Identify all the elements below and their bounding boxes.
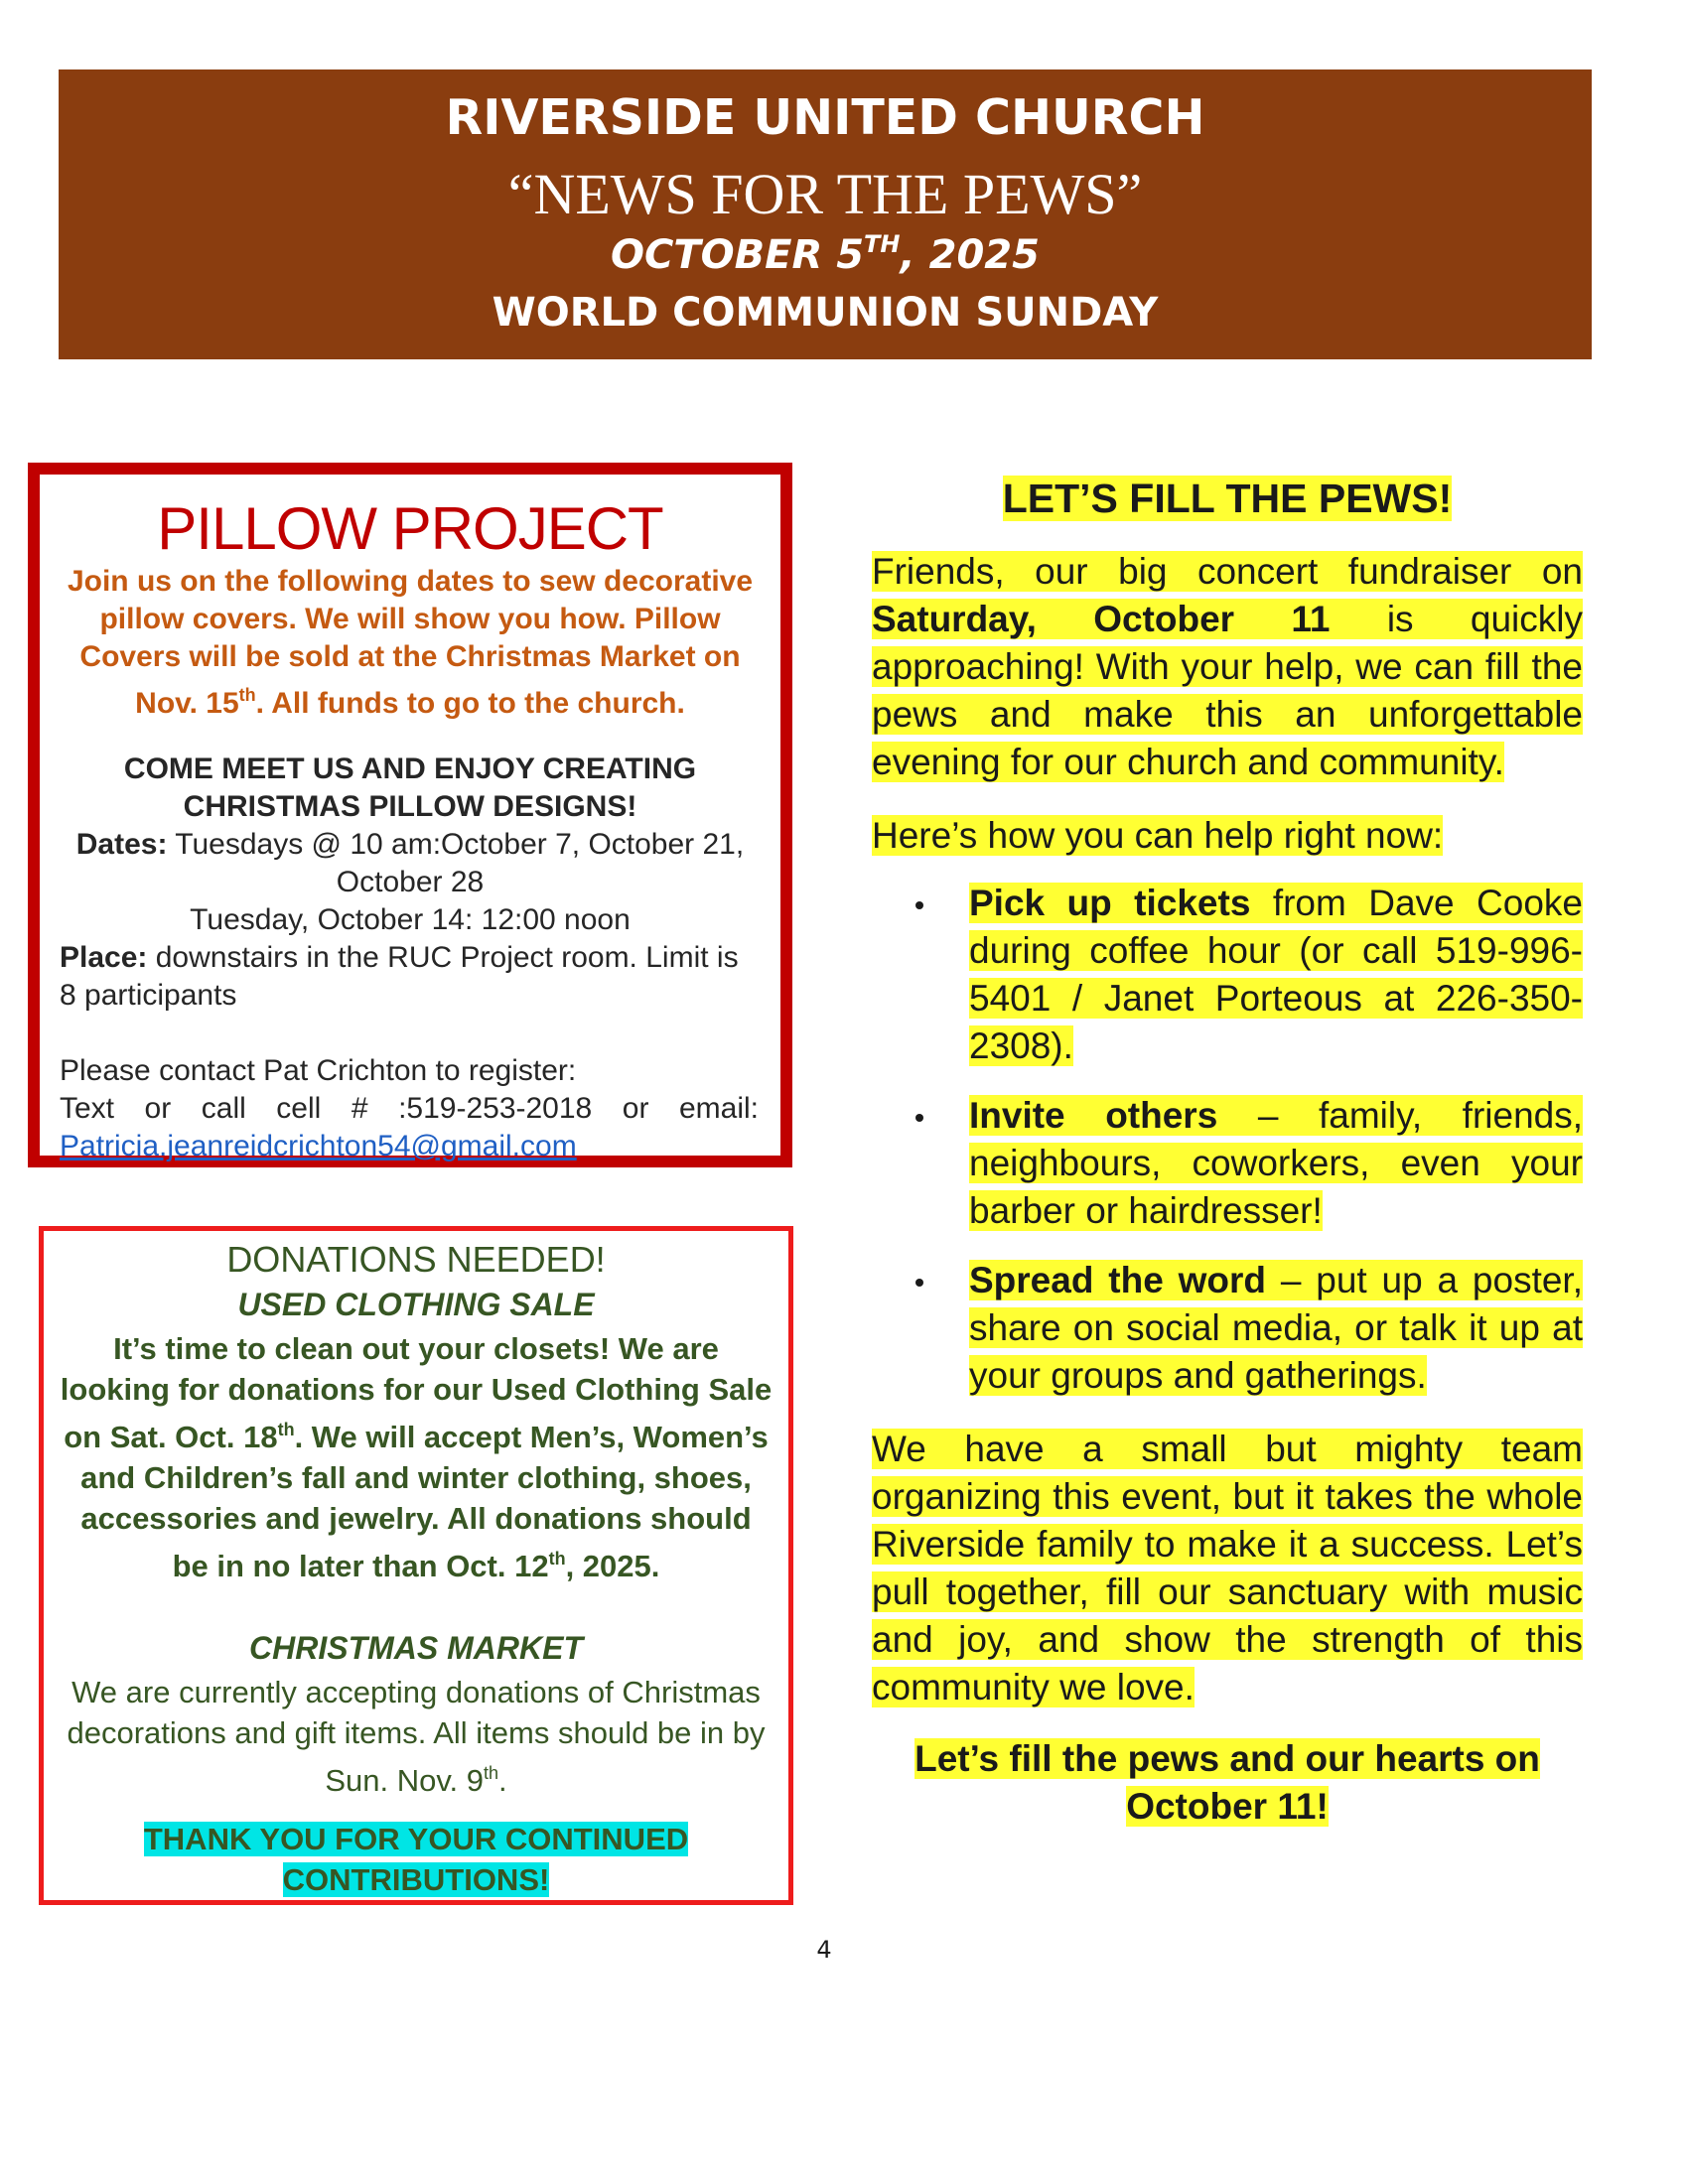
bullet-icon [915,901,923,909]
donations-box [39,1226,793,1905]
donations-heading: DONATIONS NEEDED! [226,1239,606,1280]
fill-pews-closing: Let’s fill the pews and our hearts on October 11! [914,1738,1540,1827]
issue-date: OCTOBER 5TH, 2025 [611,230,1040,278]
pillow-project-place: Place: downstairs in the RUC Project room. Limit is 8 participants [60,941,739,1012]
bullet-icon [915,1279,923,1287]
header-banner [59,69,1592,359]
contact-email-link[interactable]: Patricia.jeanreidcrichton54@gmail.com [60,1130,577,1162]
pillow-project-contact: Please contact Pat Crichton to register: Text or call cell # :519-253-2018 or email: Patricia.jeanreidcrichton54@gmail.com [60,1054,759,1162]
bullet-icon [915,1114,923,1122]
pillow-project-title: PILLOW PROJECT [157,495,663,562]
thank-you-note: THANK YOU FOR YOUR CONTINUED CONTRIBUTIONS! [143,1822,689,1897]
christmas-market-heading: CHRISTMAS MARKET [249,1630,583,1666]
pillow-project-dates: Dates: Tuesdays @ 10 am:October 7, October 21, October 28 Tuesday, October 14: 12:00 noon [75,828,745,936]
fill-pews-team: We have a small but mighty team organizing this event, but it takes the whole Riverside family to make it a success. Let’s pull together, fill our sanctuary with music and joy, and show the strength of this community we love. [872,1429,1583,1707]
church-name: RIVERSIDE UNITED CHURCH [445,89,1205,146]
help-list [915,880,1583,1422]
pillow-project-intro: Join us on the following dates to sew decorative pillow covers. We will show you how. Pillow Covers will be sold at the Christmas Market on Nov. 15th. All funds to go to the church. [67,565,754,720]
list-item: Spread the word – put up a poster, share on social media, or talk it up at your groups and gatherings. [915,1257,1583,1400]
pillow-project-invite: COME MEET US AND ENJOY CREATING CHRISTMAS PILLOW DESIGNS! [123,752,697,823]
list-item: Pick up tickets from Dave Cooke during coffee hour (or call 519-996-5401 / Janet Porteous at 226-350-2308). [915,880,1583,1070]
used-clothing-text: It’s time to clean out your closets! We are looking for donations for our Used Clothing Sale on Sat. Oct. 18th. We will accept Men’s, Women’s and Children’s fall and winter clothing, shoes, accessories and jewelry. All donations should be in no later than Oct. 12th, 2025. [60,1331,773,1583]
newsletter-title: “NEWS FOR THE PEWS” [507,162,1143,226]
fill-pews-intro: Friends, our big concert fundraiser on Saturday, October 11 is quickly approaching! With your help, we can fill the pews and make this an unforgettable evening for our church and community. [872,551,1583,782]
pillow-project-box [28,463,792,1167]
list-item: Invite others – family, friends, neighbours, coworkers, even your barber or hairdresser! [915,1092,1583,1235]
occasion-title: WORLD COMMUNION SUNDAY [492,290,1159,336]
christmas-market-text: We are currently accepting donations of Christmas decorations and gift items. All items should be in by Sun. Nov. 9th. [67,1675,766,1798]
fill-pews-help: Here’s how you can help right now: [872,815,1444,856]
fill-pews-title: LET’S FILL THE PEWS! [1002,476,1453,521]
page-number: 4 [816,1936,832,1964]
used-clothing-heading: USED CLOTHING SALE [237,1287,595,1322]
